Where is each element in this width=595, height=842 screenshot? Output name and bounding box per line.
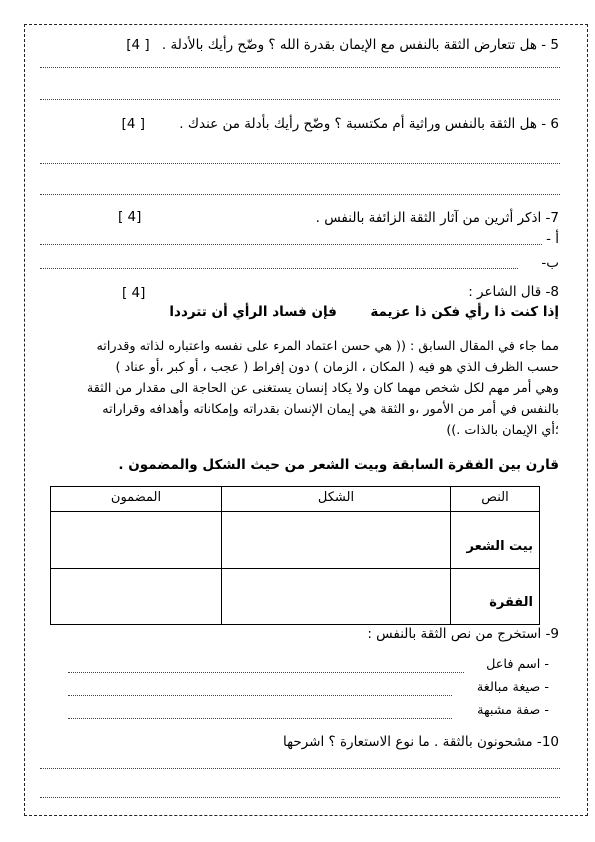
answer-line (40, 797, 560, 798)
quoted-paragraph (37, 336, 559, 441)
table-row (51, 512, 540, 569)
answer-line (68, 695, 452, 696)
question-10-text: 10- مشحونون بالثقة . ما نوع الاستعارة ؟ اشرحها (283, 734, 559, 750)
paragraph-line: وهي أمر مهم لكل شخص مهما كان ولا يكاد إنسان يستغنى عن الحاجة الى مقدار من الثقة (86, 381, 559, 396)
table-header-row (51, 487, 540, 512)
header-content: المضمون (51, 487, 222, 512)
question-6-text: 6 - هل الثقة بالنفس وراثية أم مكتسبة ؟ وضّح رأيك بأدلة من عندك . (179, 116, 559, 132)
list-item: - صفة مشبهة (477, 703, 549, 718)
question-5 (126, 37, 559, 53)
answer-label-a: أ - (546, 231, 559, 247)
paragraph-line: بالنفس في أمر من الأمور ،و الثقة هي إيمان الإنسان بقدراته وإمكاناته وأهدافه وقراراته (102, 402, 559, 417)
list-item: - صيغة مبالغة (476, 680, 549, 695)
question-8-mark: [ 4] (122, 285, 146, 301)
answer-line (40, 163, 560, 164)
list-item: - اسم فاعل (486, 657, 549, 672)
answer-cell[interactable] (51, 568, 222, 625)
verse-first-half: إذا كنت ذا رأي فكن ذا عزيمة (370, 304, 559, 320)
paragraph-line: ؛أي الإيمان بالذات .)) (446, 423, 559, 438)
answer-line (68, 718, 452, 719)
answer-cell[interactable] (222, 568, 451, 625)
answer-line (40, 99, 560, 100)
verse-second-half: فإن فساد الرأي أن تترددا (169, 304, 337, 320)
question-7-text: 7- اذكر أثرين من آثار الثقة الزائفة بالنفس . (315, 210, 559, 226)
question-6-mark: [ 4] (121, 116, 145, 132)
question-9-text: 9- استخرج من نص الثقة بالنفس : (367, 626, 559, 642)
question-7 (316, 210, 559, 226)
answer-line (40, 268, 518, 269)
question-5-text: 5 - هل تتعارض الثقة بالنفس مع الإيمان بقدرة الله ؟ وضّح رأيك بالأدلة . (161, 37, 559, 53)
question-5-mark: [ 4] (126, 37, 150, 53)
answer-line (40, 768, 560, 769)
answer-line (40, 244, 542, 245)
header-form: الشكل (222, 487, 451, 512)
table-row (51, 568, 540, 625)
header-text: النص (451, 487, 540, 512)
compare-instruction: قارن بين الفقرة السابقة وبيت الشعر من حيث الشكل والمضمون . (118, 457, 559, 473)
answer-label-b: ب- (541, 255, 559, 271)
row-label-verse: بيت الشعر (451, 512, 540, 569)
question-7-mark: [ 4] (118, 209, 142, 225)
answer-line (40, 67, 560, 68)
answer-cell[interactable] (51, 512, 222, 569)
comparison-table (50, 486, 540, 625)
question-6 (122, 116, 559, 132)
row-label-paragraph: الفقرة (451, 568, 540, 625)
answer-line (40, 194, 560, 195)
answer-cell[interactable] (222, 512, 451, 569)
answer-line (68, 672, 464, 673)
poem-verse (169, 304, 559, 320)
paragraph-line: حسب الظرف الذي هو فيه ( المكان ، الزمان ) دون إفراط ( عجب ، أو كبر ،أو عناد ) (115, 360, 559, 375)
question-8-text: 8- قال الشاعر : (468, 284, 559, 300)
paragraph-line: مما جاء في المقال السابق : (( هي حسن اعتماد المرء على نفسه واعتباره لذاته وقدراته (96, 339, 559, 354)
